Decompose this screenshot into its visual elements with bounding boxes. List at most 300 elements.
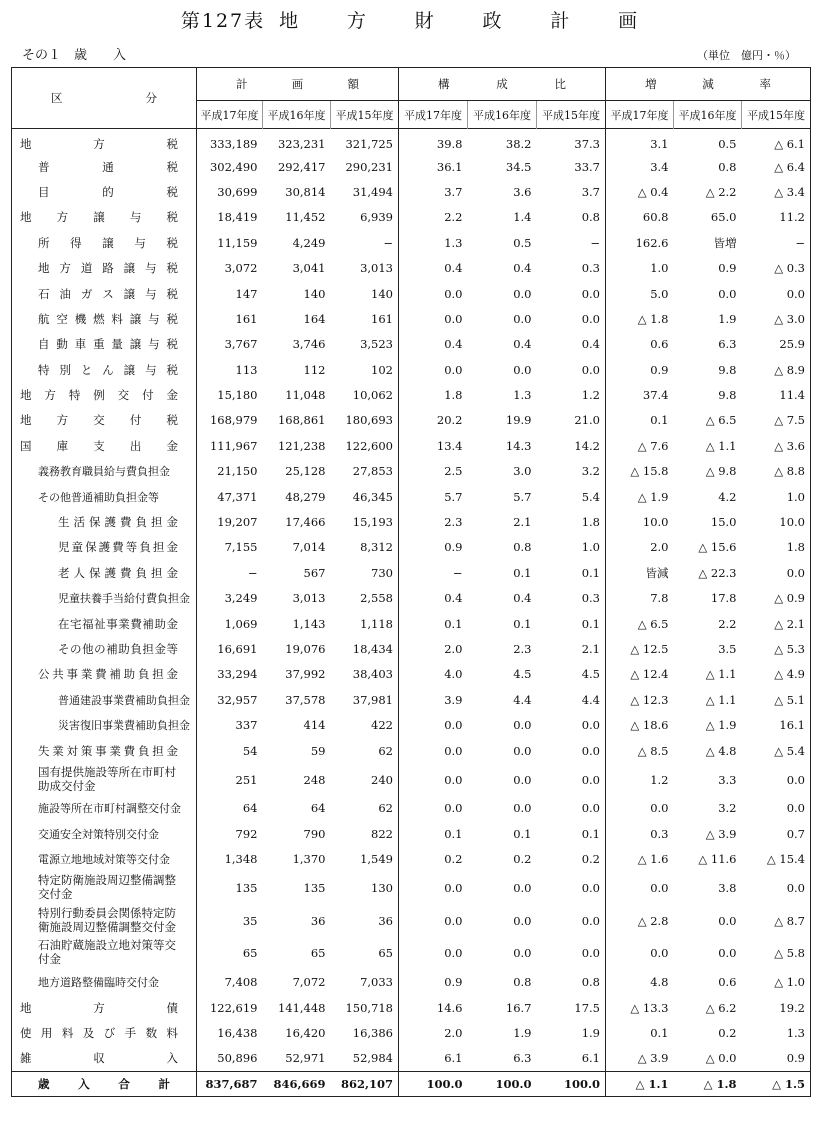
- row-label: 石油貯蔵施設立地対策等交付金: [38, 938, 176, 967]
- value-cell: 7,155: [197, 535, 263, 560]
- value-cell: 122,600: [345, 438, 393, 453]
- table-row: [12, 433, 811, 458]
- value-cell: 337: [197, 712, 263, 737]
- table-row: [12, 306, 811, 331]
- value-cell: 2.1: [581, 642, 600, 656]
- value-cell: 0.2: [513, 852, 532, 867]
- value-cell: 790: [303, 826, 326, 841]
- table-row: [12, 129, 811, 154]
- value-cell: 64: [310, 801, 326, 816]
- value-cell: 1,348: [197, 847, 263, 872]
- value-cell: 2,558: [360, 591, 393, 606]
- value-cell: 0.0: [513, 772, 532, 787]
- value-cell: 0.0: [399, 937, 468, 970]
- row-label: 国有提供施設等所在市町村助成交付金: [38, 764, 176, 793]
- value-cell: 59: [310, 743, 326, 758]
- value-cell: 792: [197, 821, 263, 846]
- value-cell: 1.3: [513, 388, 532, 403]
- value-cell: 0.0: [581, 718, 600, 733]
- value-cell: △ 0.3: [774, 261, 805, 276]
- value-cell: 3.3: [718, 772, 737, 787]
- value-cell: 164: [303, 311, 326, 326]
- value-cell: 3.1: [606, 129, 674, 154]
- value-cell: 1.9: [718, 311, 737, 326]
- value-cell: △ 8.8: [774, 464, 805, 479]
- value-cell: 11.4: [779, 388, 805, 403]
- group-header-amount: 計 画 額: [197, 68, 399, 101]
- value-cell: △ 4.8: [705, 743, 737, 758]
- value-cell: 36: [378, 913, 393, 928]
- value-cell: 3.2: [581, 464, 600, 479]
- value-cell: 0.0: [513, 362, 532, 377]
- value-cell: 3,013: [360, 261, 393, 276]
- value-cell: 130: [371, 881, 393, 896]
- value-cell: 9.8: [718, 362, 737, 377]
- value-cell: 15.0: [710, 515, 737, 530]
- value-cell: 11,452: [285, 210, 326, 225]
- value-cell: 0.0: [399, 738, 468, 763]
- value-cell: 0.1: [399, 611, 468, 636]
- total-row: [12, 1071, 811, 1096]
- value-cell: 30,699: [197, 179, 263, 204]
- value-cell: △ 12.5: [606, 636, 674, 661]
- table-row: [12, 738, 811, 763]
- row-label: 児童保護費等負担金: [58, 540, 178, 555]
- value-cell: 0.0: [786, 286, 805, 301]
- value-cell: −: [399, 560, 468, 585]
- value-cell: 0.0: [399, 872, 468, 905]
- value-cell: 0.1: [581, 826, 600, 841]
- year-header: 平成16年度: [674, 101, 742, 129]
- value-cell: 8,312: [360, 540, 393, 555]
- value-cell: 10.0: [779, 515, 805, 530]
- value-cell: 3.9: [399, 687, 468, 712]
- value-cell: 2.3: [513, 642, 532, 656]
- value-cell: 11,159: [197, 230, 263, 255]
- value-cell: 251: [197, 763, 263, 796]
- value-cell: 122,619: [197, 995, 263, 1020]
- value-cell: 10.0: [606, 509, 674, 534]
- table-row: [12, 712, 811, 737]
- value-cell: 150,718: [345, 1000, 393, 1015]
- value-cell: 321,725: [345, 137, 393, 152]
- row-label: 歳入合計: [12, 1071, 197, 1096]
- row-label: その他の補助負担金等: [58, 642, 178, 656]
- value-cell: 135: [303, 881, 326, 896]
- value-cell: △ 15.4: [766, 852, 805, 867]
- value-cell: 0.1: [399, 821, 468, 846]
- value-cell: 0.0: [606, 872, 674, 905]
- value-cell: 0.1: [513, 826, 532, 841]
- value-cell: 0.8: [513, 540, 532, 555]
- table-row: [12, 408, 811, 433]
- table-row: [12, 281, 811, 306]
- value-cell: △ 1.1: [705, 667, 737, 682]
- year-header: 平成15年度: [537, 101, 606, 129]
- value-cell: 1.0: [581, 540, 600, 555]
- row-label: 地方譲与税: [20, 210, 178, 225]
- value-cell: −: [590, 235, 600, 250]
- year-header: 平成17年度: [606, 101, 674, 129]
- value-cell: 18,434: [352, 642, 393, 656]
- value-cell: 0.4: [513, 261, 532, 276]
- value-cell: 4.2: [718, 489, 737, 504]
- value-cell: 0.0: [786, 801, 805, 816]
- value-cell: 0.6: [606, 332, 674, 357]
- value-cell: △ 0.9: [774, 591, 805, 606]
- value-cell: 567: [303, 565, 326, 580]
- value-cell: 121,238: [277, 438, 326, 453]
- value-cell: 0.0: [581, 801, 600, 816]
- value-cell: 64: [197, 796, 263, 821]
- value-cell: △ 3.0: [774, 311, 805, 326]
- value-cell: 52,984: [352, 1051, 393, 1066]
- table-row: [12, 662, 811, 687]
- value-cell: 0.0: [513, 801, 532, 816]
- table-row: [12, 332, 811, 357]
- value-cell: 100.0: [537, 1071, 606, 1096]
- value-cell: 0.9: [786, 1051, 805, 1066]
- value-cell: 4,249: [292, 235, 326, 250]
- value-cell: △ 5.8: [774, 946, 805, 961]
- value-cell: 0.9: [399, 969, 468, 994]
- value-cell: 3.4: [606, 154, 674, 179]
- value-cell: 0.2: [718, 1025, 737, 1040]
- row-label: その他普通補助負担金等: [38, 490, 159, 504]
- value-cell: △ 11.6: [698, 852, 737, 867]
- value-cell: △ 1.6: [606, 847, 674, 872]
- table-row: [12, 872, 811, 905]
- value-cell: 0.2: [581, 852, 600, 867]
- value-cell: 333,189: [197, 129, 263, 154]
- value-cell: 33,294: [197, 662, 263, 687]
- value-cell: 54: [197, 738, 263, 763]
- value-cell: 0.4: [513, 591, 532, 606]
- value-cell: 16,386: [352, 1025, 393, 1040]
- table-row: [12, 1020, 811, 1045]
- value-cell: 0.0: [718, 286, 737, 301]
- row-label: 特別とん譲与税: [38, 362, 178, 377]
- value-cell: 1.0: [606, 255, 674, 280]
- value-cell: 862,107: [331, 1071, 399, 1096]
- value-cell: 5.7: [513, 489, 532, 504]
- value-cell: 1.2: [581, 388, 600, 403]
- row-label: 航空機燃料譲与税: [38, 311, 178, 326]
- value-cell: 3.2: [718, 801, 737, 816]
- value-cell: 37.4: [606, 382, 674, 407]
- value-cell: 31,494: [352, 184, 393, 199]
- table-row: [12, 969, 811, 994]
- value-cell: 2.0: [399, 1020, 468, 1045]
- row-label: 児童扶養手当給付費負担金: [58, 592, 190, 606]
- value-cell: 19.2: [779, 1000, 805, 1015]
- value-cell: 1.3: [399, 230, 468, 255]
- value-cell: 6.1: [399, 1046, 468, 1071]
- value-cell: △ 8.9: [774, 362, 805, 377]
- value-cell: 0.3: [606, 821, 674, 846]
- row-label: 在宅福祉事業費補助金: [58, 616, 178, 631]
- value-cell: 0.9: [718, 261, 737, 276]
- value-cell: 0.0: [581, 946, 600, 961]
- value-cell: 2.1: [513, 515, 532, 530]
- value-cell: △ 2.1: [774, 616, 805, 631]
- value-cell: △ 3.9: [705, 826, 737, 841]
- value-cell: 323,231: [277, 137, 326, 152]
- value-cell: 47,371: [197, 484, 263, 509]
- value-cell: 0.0: [786, 772, 805, 787]
- value-cell: 161: [197, 306, 263, 331]
- value-cell: 0.1: [606, 1020, 674, 1045]
- value-cell: 3,746: [292, 337, 326, 352]
- table-row: [12, 687, 811, 712]
- table-row: [12, 179, 811, 204]
- subtitle: その１ 歳 入: [22, 48, 127, 63]
- value-cell: 3,041: [292, 261, 326, 276]
- table-row: [12, 611, 811, 636]
- value-cell: 422: [371, 718, 393, 733]
- value-cell: 37.3: [574, 137, 600, 152]
- value-cell: 21.0: [574, 413, 600, 428]
- value-cell: 147: [197, 281, 263, 306]
- value-cell: 皆増: [713, 235, 737, 250]
- value-cell: 1.0: [786, 489, 805, 504]
- value-cell: 3.8: [718, 881, 737, 896]
- value-cell: 100.0: [468, 1071, 537, 1096]
- row-label: 使用料及び手数料: [20, 1025, 178, 1040]
- revenue-table: [11, 67, 811, 1097]
- value-cell: 1.9: [581, 1025, 600, 1040]
- row-label: 地方道路譲与税: [38, 261, 178, 276]
- table-row: [12, 484, 811, 509]
- value-cell: 62: [378, 801, 393, 816]
- value-cell: 37,578: [285, 692, 326, 707]
- value-cell: 1.8: [786, 540, 805, 555]
- row-label: 電源立地地域対策等交付金: [38, 853, 170, 867]
- value-cell: 7.8: [606, 586, 674, 611]
- value-cell: 0.0: [513, 946, 532, 961]
- value-cell: 17,466: [285, 515, 326, 530]
- value-cell: 27,853: [352, 464, 393, 479]
- value-cell: 0.5: [718, 137, 737, 152]
- value-cell: 0.1: [606, 408, 674, 433]
- value-cell: 52,971: [285, 1051, 326, 1066]
- value-cell: 1,069: [197, 611, 263, 636]
- unit-note: （単位 億円・％）: [697, 49, 796, 62]
- value-cell: 9.8: [718, 388, 737, 403]
- value-cell: 248: [303, 772, 326, 787]
- value-cell: 0.6: [718, 975, 737, 990]
- value-cell: 822: [371, 826, 393, 841]
- row-label: 特定防衛施設周辺整備調整交付金: [38, 873, 176, 902]
- value-cell: 0.3: [581, 261, 600, 276]
- value-cell: 0.4: [399, 255, 468, 280]
- value-cell: 0.0: [399, 796, 468, 821]
- value-cell: 5.4: [581, 489, 600, 504]
- value-cell: △ 3.4: [774, 184, 805, 199]
- table-name: 地方財政計画: [279, 10, 640, 32]
- value-cell: △ 6.1: [774, 137, 805, 152]
- value-cell: 302,490: [197, 154, 263, 179]
- category-header: 区 分: [12, 68, 197, 129]
- table-row: [12, 763, 811, 796]
- value-cell: 14.3: [505, 438, 532, 453]
- value-cell: 4.0: [399, 662, 468, 687]
- value-cell: 0.0: [513, 718, 532, 733]
- value-cell: 3.0: [513, 464, 532, 479]
- year-header: 平成15年度: [331, 101, 399, 129]
- value-cell: 19,076: [285, 642, 326, 656]
- value-cell: 7,072: [292, 975, 326, 990]
- value-cell: 15,180: [197, 382, 263, 407]
- value-cell: △ 7.5: [774, 413, 805, 428]
- table-row: [12, 205, 811, 230]
- value-cell: 36.1: [399, 154, 468, 179]
- value-cell: 4.5: [581, 667, 600, 682]
- value-cell: △ 18.6: [606, 712, 674, 737]
- page-title: [0, 6, 820, 33]
- table-row: [12, 255, 811, 280]
- table-row: [12, 937, 811, 970]
- value-cell: 111,967: [197, 433, 263, 458]
- value-cell: △ 2.2: [705, 184, 737, 199]
- value-cell: 0.0: [513, 881, 532, 896]
- value-cell: 5.0: [606, 281, 674, 306]
- row-label: 災害復旧事業費補助負担金: [58, 719, 190, 733]
- value-cell: 168,861: [277, 413, 326, 428]
- value-cell: 846,669: [263, 1071, 331, 1096]
- value-cell: △ 0.0: [705, 1051, 737, 1066]
- value-cell: 48,279: [285, 489, 326, 504]
- row-label: 老人保護費負担金: [58, 565, 178, 580]
- year-header: 平成17年度: [197, 101, 263, 129]
- value-cell: 16,438: [197, 1020, 263, 1045]
- value-cell: 1.8: [581, 515, 600, 530]
- value-cell: 0.2: [399, 847, 468, 872]
- value-cell: 0.0: [399, 712, 468, 737]
- value-cell: △ 6.2: [705, 1000, 737, 1015]
- value-cell: △ 13.3: [606, 995, 674, 1020]
- value-cell: 0.4: [581, 337, 600, 352]
- value-cell: 168,979: [197, 408, 263, 433]
- table-row: [12, 636, 811, 661]
- row-label: 所得譲与税: [38, 235, 178, 250]
- value-cell: 0.0: [718, 946, 737, 961]
- value-cell: 3.7: [581, 184, 600, 199]
- table-row: [12, 995, 811, 1020]
- value-cell: 0.8: [513, 975, 532, 990]
- value-cell: 0.9: [606, 357, 674, 382]
- year-header: 平成16年度: [263, 101, 331, 129]
- table-row: [12, 821, 811, 846]
- table-row: [12, 847, 811, 872]
- value-cell: 6.3: [513, 1051, 532, 1066]
- value-cell: 1,143: [292, 616, 326, 631]
- value-cell: 6.1: [581, 1051, 600, 1066]
- value-cell: 11,048: [285, 388, 326, 403]
- value-cell: 135: [197, 872, 263, 905]
- row-label: 生活保護費負担金: [58, 515, 178, 530]
- value-cell: △ 1.1: [705, 438, 737, 453]
- row-label: 普通税: [38, 159, 178, 174]
- value-cell: 3,767: [197, 332, 263, 357]
- table-row: [12, 154, 811, 179]
- table-row: [12, 1046, 811, 1071]
- table-row: [12, 586, 811, 611]
- value-cell: 0.0: [606, 796, 674, 821]
- value-cell: 162.6: [606, 230, 674, 255]
- value-cell: 292,417: [277, 159, 326, 174]
- value-cell: 2.0: [606, 535, 674, 560]
- value-cell: 0.7: [786, 826, 805, 841]
- value-cell: △ 1.1: [705, 692, 737, 707]
- value-cell: △ 1.9: [705, 718, 737, 733]
- row-label: 地方税: [20, 137, 178, 152]
- row-label: 義務教育職員給与費負担金: [38, 465, 170, 479]
- value-cell: △ 6.5: [606, 611, 674, 636]
- value-cell: 102: [371, 362, 393, 377]
- value-cell: 34.5: [505, 159, 532, 174]
- value-cell: 1.3: [786, 1025, 805, 1040]
- value-cell: 37,992: [285, 667, 326, 682]
- value-cell: 35: [197, 904, 263, 937]
- value-cell: △ 5.3: [774, 642, 805, 656]
- value-cell: 100.0: [399, 1071, 468, 1096]
- value-cell: 33.7: [574, 159, 600, 174]
- value-cell: 0.1: [513, 565, 532, 580]
- value-cell: 0.0: [399, 306, 468, 331]
- value-cell: 皆減: [606, 560, 674, 585]
- value-cell: 0.0: [786, 565, 805, 580]
- value-cell: 414: [303, 718, 326, 733]
- value-cell: △ 15.6: [698, 540, 737, 555]
- value-cell: △ 22.3: [698, 565, 737, 580]
- value-cell: △ 5.4: [774, 743, 805, 758]
- value-cell: −: [383, 235, 393, 250]
- value-cell: △ 1.9: [606, 484, 674, 509]
- value-cell: 0.1: [581, 616, 600, 631]
- value-cell: 62: [378, 743, 393, 758]
- value-cell: 0.0: [581, 362, 600, 377]
- value-cell: 837,687: [197, 1071, 263, 1096]
- value-cell: 65: [378, 946, 393, 961]
- value-cell: 0.1: [581, 565, 600, 580]
- table-row: [12, 230, 811, 255]
- value-cell: 1.8: [399, 382, 468, 407]
- value-cell: 0.0: [581, 311, 600, 326]
- row-label: 石油ガス譲与税: [38, 286, 178, 301]
- value-cell: 0.8: [581, 975, 600, 990]
- value-cell: 32,957: [197, 687, 263, 712]
- value-cell: 17.8: [710, 591, 737, 606]
- value-cell: 10,062: [352, 388, 393, 403]
- value-cell: 14.2: [574, 438, 600, 453]
- value-cell: 39.8: [399, 129, 468, 154]
- table-row: [12, 904, 811, 937]
- value-cell: 0.0: [581, 286, 600, 301]
- value-cell: 140: [371, 286, 393, 301]
- table-row: [12, 535, 811, 560]
- value-cell: 0.1: [513, 616, 532, 631]
- row-label: 失業対策事業費負担金: [38, 743, 178, 758]
- group-header-ratio: 構 成 比: [399, 68, 606, 101]
- table-row: [12, 560, 811, 585]
- value-cell: △ 3.9: [606, 1046, 674, 1071]
- value-cell: 112: [303, 362, 326, 377]
- year-header: 平成15年度: [742, 101, 811, 129]
- row-label: 雑収入: [20, 1051, 178, 1066]
- value-cell: 25,128: [285, 464, 326, 479]
- value-cell: 3.6: [513, 184, 532, 199]
